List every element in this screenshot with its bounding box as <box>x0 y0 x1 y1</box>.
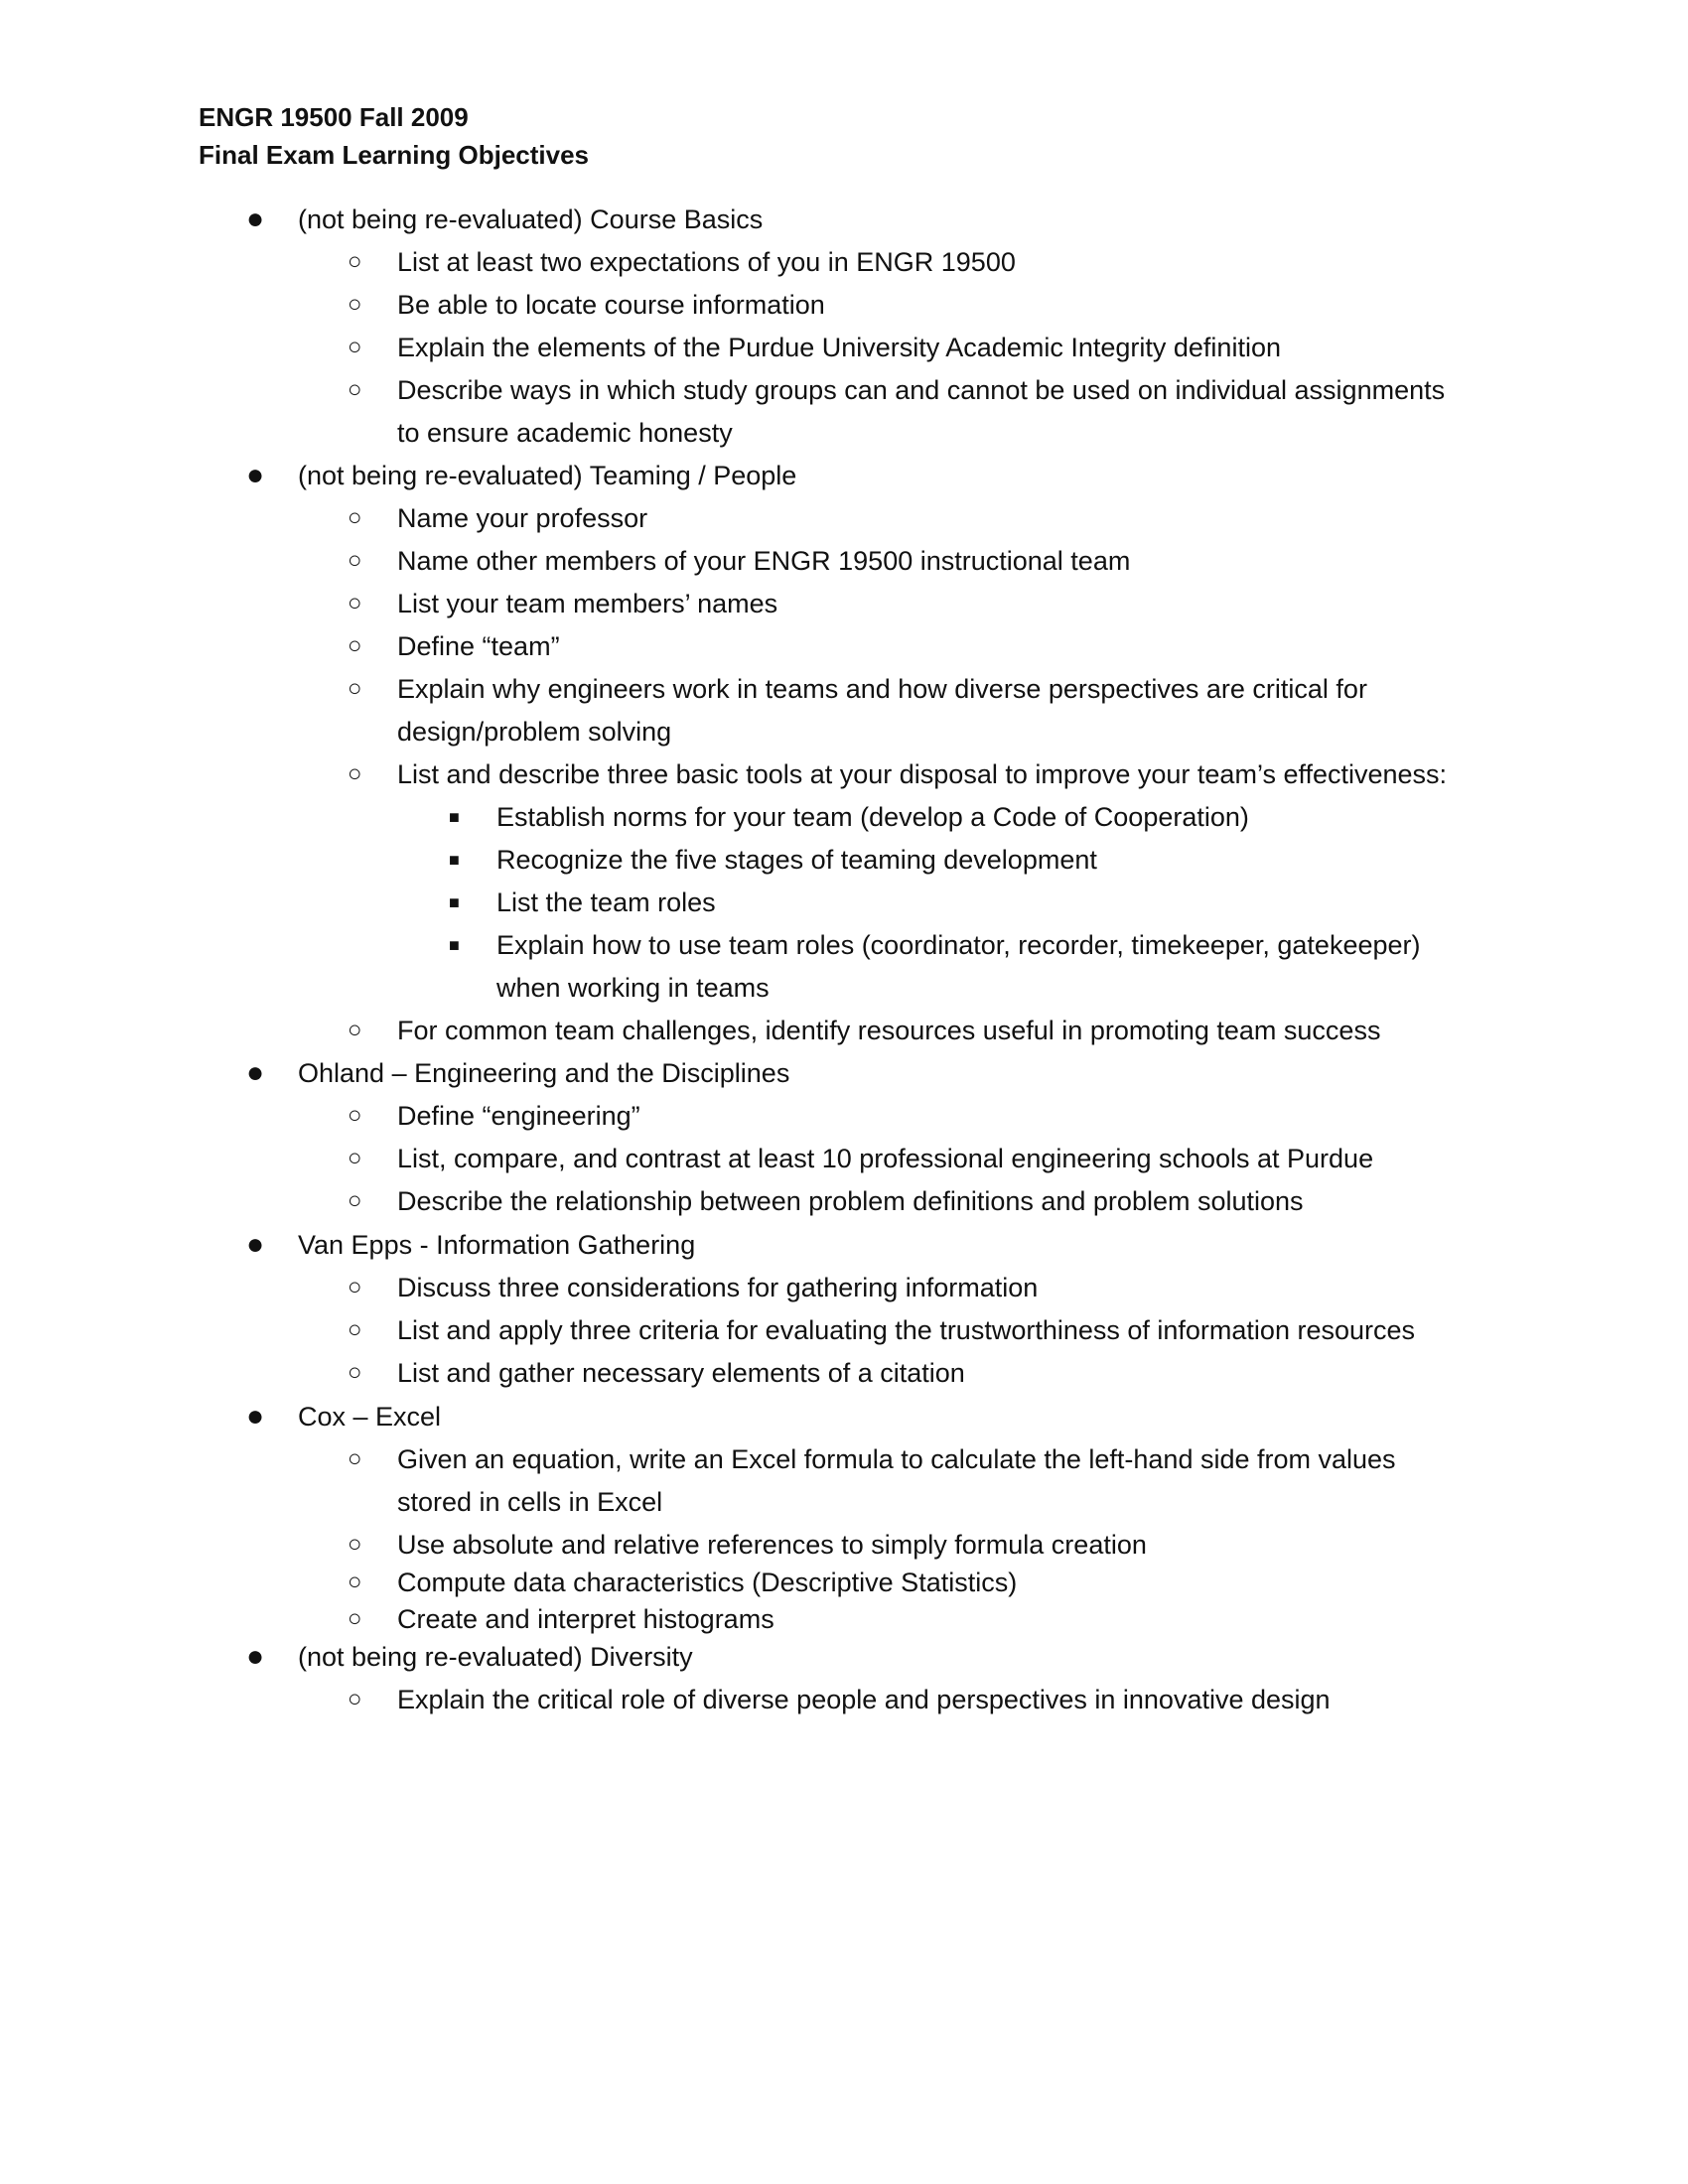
list-item-level-2: Explain the critical role of diverse people and perspectives in innovative design <box>397 1685 1331 1714</box>
list-item-level-2: Define “engineering” <box>397 1101 640 1131</box>
list-item-level-1: Van Epps - Information Gathering <box>298 1230 696 1260</box>
bullet-circle-icon: ○ <box>348 334 362 360</box>
list-item-level-2: Describe ways in which study groups can and cannot be used on individual assignments <box>397 375 1446 405</box>
bullet-circle-icon: ○ <box>348 1359 362 1386</box>
list-item-continuation: to ensure academic honesty <box>397 418 733 448</box>
list-item-level-2: Explain the elements of the Purdue University Academic Integrity definition <box>397 333 1281 362</box>
list-item-level-1: Ohland – Engineering and the Disciplines <box>298 1058 790 1088</box>
bullet-circle-icon: ○ <box>348 1531 362 1558</box>
list-item-level-2: List and describe three basic tools at your disposal to improve your team’s effectiveness: <box>397 759 1448 789</box>
list-item-level-2: List and gather necessary elements of a citation <box>397 1358 965 1388</box>
bullet-square-icon: ■ <box>449 850 460 870</box>
bullet-square-icon: ■ <box>449 892 460 912</box>
bullet-circle-icon: ○ <box>348 1316 362 1343</box>
bullet-circle-icon: ○ <box>348 1102 362 1129</box>
list-item-level-2: Name other members of your ENGR 19500 instructional team <box>397 546 1131 576</box>
list-item-level-2: Use absolute and relative references to simply formula creation <box>397 1530 1147 1560</box>
bullet-circle-icon: ○ <box>348 1569 362 1595</box>
list-item-level-3: Recognize the five stages of teaming development <box>496 845 1097 875</box>
list-item-level-3: Explain how to use team roles (coordinator, recorder, timekeeper, gatekeeper) <box>496 930 1421 960</box>
list-item-level-1: (not being re-evaluated) Diversity <box>298 1642 693 1672</box>
list-item-level-2: List and apply three criteria for evaluating the trustworthiness of information resources <box>397 1315 1416 1345</box>
bullet-circle-icon: ○ <box>348 547 362 574</box>
list-item-level-2: For common team challenges, identify resources useful in promoting team success <box>397 1016 1381 1045</box>
list-item-level-2: Compute data characteristics (Descriptive Statistics) <box>397 1568 1018 1597</box>
bullet-circle-icon: ○ <box>348 248 362 275</box>
list-item-continuation: stored in cells in Excel <box>397 1487 663 1517</box>
list-item-level-1: (not being re-evaluated) Teaming / People <box>298 461 797 490</box>
bullet-circle-icon: ○ <box>348 1017 362 1043</box>
bullet-circle-icon: ○ <box>348 1145 362 1171</box>
list-item-level-3: Establish norms for your team (develop a Code of Cooperation) <box>496 802 1249 832</box>
bullet-circle-icon: ○ <box>348 1686 362 1712</box>
list-item-level-2: Discuss three considerations for gathering information <box>397 1273 1039 1302</box>
bullet-disc-icon: ● <box>246 459 265 491</box>
list-item-level-1: (not being re-evaluated) Course Basics <box>298 205 764 234</box>
bullet-disc-icon: ● <box>246 1400 265 1433</box>
bullet-circle-icon: ○ <box>348 675 362 702</box>
list-item-continuation: design/problem solving <box>397 717 672 747</box>
bullet-square-icon: ■ <box>449 935 460 955</box>
bullet-circle-icon: ○ <box>348 376 362 403</box>
bullet-circle-icon: ○ <box>348 632 362 659</box>
bullet-circle-icon: ○ <box>348 1274 362 1300</box>
bullet-circle-icon: ○ <box>348 1605 362 1632</box>
bullet-circle-icon: ○ <box>348 504 362 531</box>
bullet-disc-icon: ● <box>246 1640 265 1673</box>
list-item-level-2: List at least two expectations of you in ENGR 19500 <box>397 247 1016 277</box>
document-subtitle: Final Exam Learning Objectives <box>199 140 590 170</box>
list-item-level-2: Create and interpret histograms <box>397 1604 774 1634</box>
document-title: ENGR 19500 Fall 2009 <box>199 102 469 132</box>
bullet-circle-icon: ○ <box>348 590 362 616</box>
bullet-circle-icon: ○ <box>348 1187 362 1214</box>
list-item-level-2: Given an equation, write an Excel formula to calculate the left-hand side from values <box>397 1444 1396 1474</box>
list-item-level-2: Explain why engineers work in teams and how diverse perspectives are critical for <box>397 674 1367 704</box>
bullet-square-icon: ■ <box>449 807 460 827</box>
bullet-disc-icon: ● <box>246 203 265 235</box>
list-item-continuation: when working in teams <box>496 973 770 1003</box>
list-item-level-2: List your team members’ names <box>397 589 778 618</box>
list-item-level-2: Define “team” <box>397 631 560 661</box>
bullet-circle-icon: ○ <box>348 1445 362 1472</box>
bullet-circle-icon: ○ <box>348 760 362 787</box>
list-item-level-2: Be able to locate course information <box>397 290 825 320</box>
bullet-disc-icon: ● <box>246 1228 265 1261</box>
list-item-level-2: Name your professor <box>397 503 648 533</box>
list-item-level-2: List, compare, and contrast at least 10 professional engineering schools at Purdue <box>397 1144 1374 1173</box>
list-item-level-1: Cox – Excel <box>298 1402 442 1432</box>
list-item-level-2: Describe the relationship between problem definitions and problem solutions <box>397 1186 1304 1216</box>
list-item-level-3: List the team roles <box>496 887 716 917</box>
bullet-circle-icon: ○ <box>348 291 362 318</box>
bullet-disc-icon: ● <box>246 1056 265 1089</box>
